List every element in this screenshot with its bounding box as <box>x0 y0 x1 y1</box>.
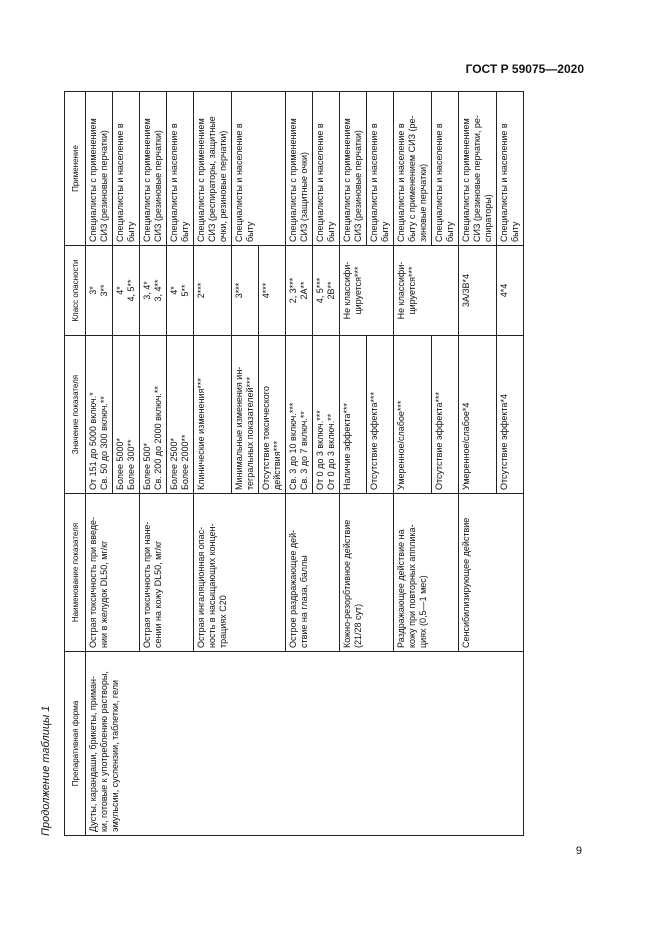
application-cell: Специалисты и население в быту <box>432 92 459 246</box>
rotated-table-area <box>40 92 584 836</box>
application-cell: Специалисты и население в быту <box>232 92 286 246</box>
hazard-table <box>64 91 524 836</box>
value-cell: Св. 3 до 10 включ.*** Св. 3 до 7 включ.** <box>286 336 313 494</box>
class-cell: 3A/3B*4 <box>459 246 497 336</box>
application-cell: Специалисты с применением СИЗ (резиновые перчатки) <box>140 92 167 246</box>
class-cell: Не классифи- цируется*** <box>340 246 394 336</box>
application-cell: Специалисты с применением СИЗ (резиновые перчатки) <box>86 92 113 246</box>
indicator-cell: Острое раздражающее дей- ствие на глаза, баллы <box>286 494 340 652</box>
table-row <box>86 92 113 836</box>
class-cell: 3*** <box>232 246 259 336</box>
column-header: Наименование показателя <box>65 494 86 652</box>
class-cell: 4*** <box>259 246 286 336</box>
document-header: ГОСТ Р 59075—2020 <box>465 62 584 76</box>
indicator-cell: Острая токсичность при введе- нии в желудок DL50, мг/кг <box>86 494 140 652</box>
form-cell: Дусты, карандаши, брикеты, приман- ки, готовые к употреблению растворы, эмульсии, суспензии, таблетки, гели <box>86 652 524 836</box>
application-cell: Специалисты и население в быту <box>367 92 394 246</box>
application-cell: Специалисты с применением СИЗ (резиновые перчатки) <box>340 92 367 246</box>
class-cell: 4* 4, 5** <box>113 246 140 336</box>
value-cell: Отсутствие эффекта*** <box>367 336 394 494</box>
value-cell: Более 500* Св. 200 до 2000 включ.** <box>140 336 167 494</box>
value-cell: Отсутствие эффекта*4 <box>497 336 524 494</box>
value-cell: Клинические изменения*** <box>194 336 232 494</box>
value-cell: Умеренное/слабое*4 <box>459 336 497 494</box>
application-cell: Специалисты с применением СИЗ (защитные очки) <box>286 92 313 246</box>
value-cell: От 151 до 5000 включ.* Св. 50 до 300 включ.** <box>86 336 113 494</box>
indicator-cell: Кожно-резорбтивное действие (21/28 сут) <box>340 494 394 652</box>
application-cell: Специалисты и население в быту <box>167 92 194 246</box>
indicator-cell: Раздражающее действие на кожу при повторных апплика- циях (0,5—1 мес) <box>394 494 459 652</box>
application-cell: Специалисты и население в быту с применением СИЗ (ре- зиновые перчатки) <box>394 92 432 246</box>
class-cell: Не классифи- цируется*** <box>394 246 459 336</box>
table-caption: Продолжение таблицы 1 <box>40 705 52 836</box>
table-header-row <box>65 92 86 836</box>
application-cell: Специалисты и население в быту <box>313 92 340 246</box>
class-cell: 3* 3** <box>86 246 113 336</box>
value-cell: Умеренное/слабое*** <box>394 336 432 494</box>
indicator-cell: Сенсибилизирующее действие <box>459 494 524 652</box>
column-header: Препаративная форма <box>65 652 86 836</box>
value-cell: Наличие эффекта*** <box>340 336 367 494</box>
class-cell: 4*4 <box>497 246 524 336</box>
column-header: Применение <box>65 92 86 246</box>
value-cell: Более 2500* Более 2000** <box>167 336 194 494</box>
value-cell: Отсутствие токсического действия*** <box>259 336 286 494</box>
class-cell: 4* 5** <box>167 246 194 336</box>
indicator-cell: Острая токсичность при нане- сении на кожу DL50, мг/кг <box>140 494 194 652</box>
application-cell: Специалисты и население в быту <box>497 92 524 246</box>
page-number: 9 <box>575 845 582 857</box>
application-cell: Специалисты с применением СИЗ (респираторы, защитные очки, резиновые перчатки) <box>194 92 232 246</box>
class-cell: 3, 4* 3, 4** <box>140 246 167 336</box>
class-cell: 2*** <box>194 246 232 336</box>
class-cell: 2, 3*** 2A** <box>286 246 313 336</box>
column-header: Класс опасности <box>65 246 86 336</box>
application-cell: Специалисты и население в быту <box>113 92 140 246</box>
value-cell: Минимальные изменения ин- тегральных показателей*** <box>232 336 259 494</box>
column-header: Значение показателя <box>65 336 86 494</box>
indicator-cell: Острая ингаляционная опас- ность в насыщающих концен- трациях C20 <box>194 494 286 652</box>
value-cell: Более 5000* Более 300** <box>113 336 140 494</box>
application-cell: Специалисты с применением СИЗ (резиновые перчатки, ре- спираторы) <box>459 92 497 246</box>
class-cell: 4, 5*** 2B** <box>313 246 340 336</box>
value-cell: Отсутствие эффекта*** <box>432 336 459 494</box>
value-cell: От 0 до 3 включ.*** От 0 до 3 включ.** <box>313 336 340 494</box>
